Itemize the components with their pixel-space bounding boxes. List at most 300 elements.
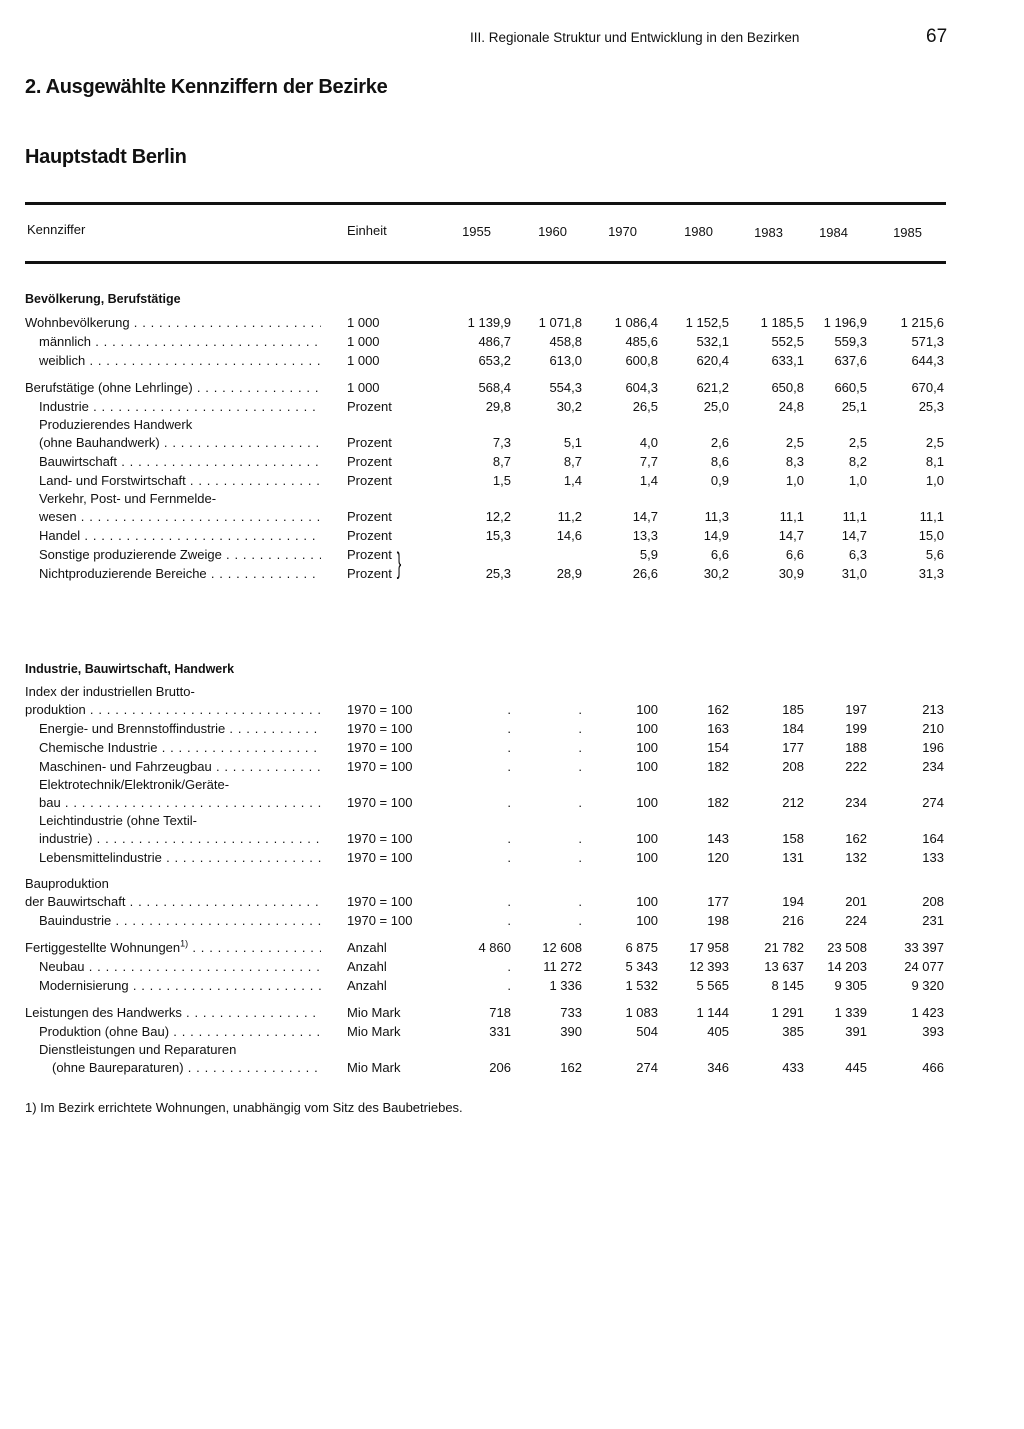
cell-1984: 559,3 <box>834 334 867 349</box>
leader-dots <box>129 978 321 993</box>
cell-1960: 11,2 <box>557 509 582 524</box>
cell-1960: . <box>578 850 582 865</box>
table-row <box>0 911 1024 930</box>
table-row <box>0 829 1024 848</box>
cell-1984: 197 <box>845 702 867 717</box>
table-row <box>0 793 1024 812</box>
leader-dots <box>86 702 321 717</box>
cell-1980: 2,6 <box>710 435 729 450</box>
leader-dots <box>207 566 321 581</box>
row-label-text: Wohnbevölkerung <box>25 315 130 330</box>
row-label <box>25 1003 321 1022</box>
cell-1970: 6 875 <box>625 940 658 955</box>
row-label-text: männlich <box>39 334 92 349</box>
cell-1970: 100 <box>636 831 658 846</box>
header-year-1970: 1970 <box>608 224 637 239</box>
cell-1983: 212 <box>782 795 804 810</box>
cell-1955: . <box>507 913 511 928</box>
row-label-text: bau <box>39 795 61 810</box>
row-label-text: Maschinen- und Fahrzeugbau <box>39 759 212 774</box>
section-heading <box>0 655 1024 683</box>
cell-1983: 14,7 <box>778 528 804 543</box>
leader-dots <box>162 850 321 865</box>
cell-1980: 1 144 <box>696 1005 729 1020</box>
cell-1984: 132 <box>845 850 867 865</box>
cell-1960: 14,6 <box>556 528 582 543</box>
table-row <box>0 351 1024 370</box>
cell-1984: 391 <box>845 1024 867 1039</box>
cell-1970: 5 343 <box>625 959 658 974</box>
row-unit: 1970 = 100 <box>347 913 413 928</box>
cell-1980: 143 <box>707 831 729 846</box>
row-label <box>25 700 321 719</box>
leader-dots <box>80 528 321 543</box>
cell-1984: 11,1 <box>842 509 867 524</box>
header-year-1980: 1980 <box>684 224 713 239</box>
row-label-text: Nichtproduzierende Bereiche <box>39 566 207 581</box>
cell-1980: 198 <box>707 913 729 928</box>
cell-1980: 5 565 <box>696 978 729 993</box>
leader-dots <box>85 353 321 368</box>
leader-dots <box>212 759 321 774</box>
cell-1970: 604,3 <box>625 380 658 395</box>
cell-1970: 1 532 <box>625 978 658 993</box>
table-row <box>0 938 1024 957</box>
cell-1960: 1 071,8 <box>538 315 582 330</box>
row-label <box>25 313 321 332</box>
table-row-label-line <box>0 416 1024 433</box>
cell-1985: 231 <box>922 913 944 928</box>
table-top-rule <box>25 202 946 205</box>
cell-1985: 11,1 <box>919 509 944 524</box>
row-label <box>39 976 321 995</box>
cell-1985: 33 397 <box>904 940 944 955</box>
row-unit: 1970 = 100 <box>347 831 413 846</box>
cell-1983: 6,6 <box>785 547 804 562</box>
leader-dots <box>125 894 321 909</box>
leader-dots <box>89 399 321 414</box>
cell-1980: 162 <box>707 702 729 717</box>
cell-1960: . <box>578 894 582 909</box>
leader-dots <box>91 334 321 349</box>
cell-1960: 12 608 <box>542 940 582 955</box>
row-label <box>39 738 321 757</box>
table-row <box>0 892 1024 911</box>
cell-1983: 30,9 <box>778 566 804 581</box>
row-label <box>39 351 321 370</box>
row-label: Bauproduktion <box>25 876 109 891</box>
row-label-text: Energie- und Brennstoffindustrie <box>39 721 226 736</box>
leader-dots <box>85 959 321 974</box>
table-row-label-line <box>0 875 1024 892</box>
cell-1970: 26,6 <box>632 566 658 581</box>
row-label <box>39 793 321 812</box>
cell-1970: 100 <box>636 913 658 928</box>
cell-1985: 466 <box>922 1060 944 1075</box>
header-year-1983: 1983 <box>754 225 783 240</box>
header-einheit: Einheit <box>347 223 387 238</box>
cell-1984: 234 <box>845 795 867 810</box>
row-label-text: Industrie <box>39 399 89 414</box>
cell-1985: 9 320 <box>911 978 944 993</box>
cell-1980: 30,2 <box>703 566 729 581</box>
cell-1984: 1 339 <box>834 1005 867 1020</box>
cell-1983: 633,1 <box>771 353 804 368</box>
cell-1960: 30,2 <box>556 399 582 414</box>
cell-1970: 504 <box>636 1024 658 1039</box>
cell-1960: . <box>578 759 582 774</box>
cell-1983: 21 782 <box>764 940 804 955</box>
leader-dots <box>169 1024 321 1039</box>
cell-1983: 650,8 <box>771 380 804 395</box>
table-row <box>0 397 1024 416</box>
cell-1984: 6,3 <box>848 547 867 562</box>
cell-1983: 13 637 <box>764 959 804 974</box>
cell-1980: 154 <box>707 740 729 755</box>
cell-1984: 31,0 <box>841 566 867 581</box>
cell-1955: 29,8 <box>485 399 511 414</box>
cell-1984: 201 <box>845 894 867 909</box>
table-row <box>0 719 1024 738</box>
row-label <box>25 378 321 397</box>
section-title: 2. Ausgewählte Kennziffern der Bezirke <box>25 76 388 98</box>
leader-dots <box>160 435 321 450</box>
cell-1970: 600,8 <box>625 353 658 368</box>
header-year-1985: 1985 <box>893 225 922 240</box>
cell-1970: 14,7 <box>632 509 658 524</box>
grouping-brace: } <box>396 547 402 580</box>
row-unit: Prozent <box>347 566 392 581</box>
cell-1984: 637,6 <box>834 353 867 368</box>
cell-1960: 733 <box>560 1005 582 1020</box>
row-unit: Prozent <box>347 454 392 469</box>
cell-1970: 100 <box>636 759 658 774</box>
cell-1955: . <box>507 702 511 717</box>
cell-1955: . <box>507 959 511 974</box>
cell-1985: 644,3 <box>911 353 944 368</box>
cell-1980: 25,0 <box>703 399 729 414</box>
cell-1984: 9 305 <box>834 978 867 993</box>
row-label-text: Leistungen des Handwerks <box>25 1005 182 1020</box>
cell-1960: . <box>578 913 582 928</box>
row-label: Elektrotechnik/Elektronik/Geräte- <box>39 777 230 792</box>
cell-1985: 274 <box>922 795 944 810</box>
row-unit: 1970 = 100 <box>347 894 413 909</box>
cell-1983: 8 145 <box>771 978 804 993</box>
row-label-text: wesen <box>39 509 77 524</box>
cell-1983: 177 <box>782 740 804 755</box>
cell-1980: 621,2 <box>696 380 729 395</box>
footnote-mark: 1) <box>180 938 189 949</box>
cell-1960: 1,4 <box>563 473 582 488</box>
cell-1983: 184 <box>782 721 804 736</box>
cell-1983: 216 <box>782 913 804 928</box>
row-unit: 1970 = 100 <box>347 740 413 755</box>
row-label <box>39 545 321 564</box>
cell-1970: 1 083 <box>625 1005 658 1020</box>
row-label-text: Lebensmittelindustrie <box>39 850 162 865</box>
table-row <box>0 378 1024 397</box>
leader-dots <box>61 795 321 810</box>
table-row-label-line <box>0 812 1024 829</box>
row-label <box>39 911 321 930</box>
cell-1955: . <box>507 850 511 865</box>
header-kennziffer: Kennziffer <box>27 222 86 237</box>
cell-1985: 5,6 <box>925 547 944 562</box>
cell-1970: 13,3 <box>632 528 658 543</box>
cell-1985: 15,0 <box>918 528 944 543</box>
table-header-rule <box>25 261 946 264</box>
leader-dots <box>188 940 321 955</box>
cell-1980: 405 <box>707 1024 729 1039</box>
cell-1984: 14,7 <box>841 528 867 543</box>
table-row <box>0 313 1024 332</box>
cell-1980: 182 <box>707 795 729 810</box>
header-year-1960: 1960 <box>538 224 567 239</box>
row-label <box>39 452 321 471</box>
row-label: Dienstleistungen und Reparaturen <box>39 1042 237 1057</box>
cell-1970: 100 <box>636 702 658 717</box>
cell-1970: 485,6 <box>625 334 658 349</box>
cell-1955: . <box>507 894 511 909</box>
cell-1985: 213 <box>922 702 944 717</box>
section-heading <box>0 285 1024 313</box>
cell-1985: 210 <box>922 721 944 736</box>
row-label: Verkehr, Post- und Fernmelde- <box>39 491 217 506</box>
row-label <box>39 526 321 545</box>
cell-1983: 11,1 <box>779 509 804 524</box>
row-unit: 1970 = 100 <box>347 702 413 717</box>
cell-1980: 0,9 <box>710 473 729 488</box>
cell-1985: 25,3 <box>918 399 944 414</box>
header-year-1984: 1984 <box>819 225 848 240</box>
cell-1985: 1 423 <box>911 1005 944 1020</box>
cell-1955: 486,7 <box>478 334 511 349</box>
row-label-text: Berufstätige (ohne Lehrlinge) <box>25 380 193 395</box>
cell-1984: 222 <box>845 759 867 774</box>
running-head: III. Regionale Struktur und Entwicklung in den Bezirken <box>470 30 800 45</box>
district-title: Hauptstadt Berlin <box>25 146 187 168</box>
cell-1985: 208 <box>922 894 944 909</box>
page-number: 67 <box>926 26 948 47</box>
cell-1970: 1,4 <box>639 473 658 488</box>
cell-1980: 620,4 <box>696 353 729 368</box>
table-row <box>0 957 1024 976</box>
row-label-text: Fertiggestellte Wohnungen <box>25 940 181 955</box>
cell-1955: 12,2 <box>485 509 511 524</box>
cell-1960: 613,0 <box>549 353 582 368</box>
cell-1955: 331 <box>489 1024 511 1039</box>
row-label <box>39 433 321 452</box>
header-year-1955: 1955 <box>462 224 491 239</box>
table-row <box>0 1022 1024 1041</box>
row-label-text: Chemische Industrie <box>39 740 158 755</box>
cell-1984: 224 <box>845 913 867 928</box>
row-unit: Mio Mark <box>347 1024 401 1039</box>
row-label-text: Land- und Forstwirtschaft <box>39 473 186 488</box>
cell-1980: 182 <box>707 759 729 774</box>
cell-1983: 8,3 <box>785 454 804 469</box>
cell-1983: 158 <box>782 831 804 846</box>
cell-1960: . <box>578 702 582 717</box>
row-unit: Prozent <box>347 399 392 414</box>
cell-1955: . <box>507 740 511 755</box>
cell-1985: 2,5 <box>925 435 944 450</box>
table-row <box>0 1003 1024 1022</box>
cell-1980: 6,6 <box>710 547 729 562</box>
row-unit: 1970 = 100 <box>347 850 413 865</box>
row-label <box>39 848 321 867</box>
cell-1983: 194 <box>782 894 804 909</box>
table-row-label-line <box>0 776 1024 793</box>
cell-1955: 568,4 <box>478 380 511 395</box>
row-label: Produzierendes Handwerk <box>39 417 193 432</box>
table-row <box>0 526 1024 545</box>
row-unit: Anzahl <box>347 959 387 974</box>
row-label <box>39 564 321 583</box>
table-row <box>0 471 1024 490</box>
cell-1984: 8,2 <box>848 454 867 469</box>
row-label-text: Sonstige produzierende Zweige <box>39 547 222 562</box>
row-unit: Anzahl <box>347 940 387 955</box>
cell-1955: 718 <box>489 1005 511 1020</box>
cell-1985: 31,3 <box>918 566 944 581</box>
cell-1984: 25,1 <box>841 399 867 414</box>
row-label <box>39 1022 321 1041</box>
cell-1955: . <box>507 795 511 810</box>
table-row <box>0 757 1024 776</box>
cell-1970: 100 <box>636 721 658 736</box>
cell-1985: 393 <box>922 1024 944 1039</box>
row-label <box>39 471 321 490</box>
cell-1960: 28,9 <box>556 566 582 581</box>
row-label: Leichtindustrie (ohne Textil- <box>39 813 198 828</box>
table-row <box>0 332 1024 351</box>
row-unit: 1970 = 100 <box>347 721 413 736</box>
cell-1970: 100 <box>636 850 658 865</box>
cell-1983: 552,5 <box>771 334 804 349</box>
cell-1985: 1 215,6 <box>900 315 944 330</box>
row-label-text: (ohne Baureparaturen) <box>52 1060 184 1075</box>
row-label-text: Bauindustrie <box>39 913 112 928</box>
cell-1980: 346 <box>707 1060 729 1075</box>
cell-1983: 385 <box>782 1024 804 1039</box>
cell-1955: 8,7 <box>492 454 511 469</box>
cell-1980: 12 393 <box>689 959 729 974</box>
row-unit: 1 000 <box>347 315 380 330</box>
cell-1984: 1 196,9 <box>823 315 867 330</box>
cell-1985: 1,0 <box>925 473 944 488</box>
cell-1960: . <box>578 721 582 736</box>
cell-1984: 188 <box>845 740 867 755</box>
cell-1955: . <box>507 978 511 993</box>
cell-1955: . <box>507 759 511 774</box>
cell-1983: 131 <box>782 850 804 865</box>
cell-1955: 7,3 <box>492 435 511 450</box>
leader-dots <box>225 721 321 736</box>
footnote: 1) Im Bezirk errichtete Wohnungen, unabhängig vom Sitz des Baubetriebes. <box>25 1100 463 1115</box>
row-unit: 1 000 <box>347 334 380 349</box>
row-unit: Prozent <box>347 547 392 562</box>
cell-1960: 5,1 <box>563 435 582 450</box>
table-row-label-line <box>0 1041 1024 1058</box>
section-heading-label: Bevölkerung, Berufstätige <box>25 292 181 306</box>
cell-1983: 1,0 <box>785 473 804 488</box>
table-row <box>0 564 1024 583</box>
cell-1983: 208 <box>782 759 804 774</box>
table-row <box>0 700 1024 719</box>
row-unit: 1970 = 100 <box>347 759 413 774</box>
leader-dots <box>186 473 321 488</box>
table-row <box>0 433 1024 452</box>
cell-1955: . <box>507 721 511 736</box>
cell-1970: 274 <box>636 1060 658 1075</box>
cell-1960: 8,7 <box>563 454 582 469</box>
row-label <box>25 938 321 957</box>
row-label-text: (ohne Bauhandwerk) <box>39 435 160 450</box>
table-body <box>0 285 1024 1077</box>
table-row <box>0 848 1024 867</box>
row-label <box>39 829 321 848</box>
cell-1984: 1,0 <box>848 473 867 488</box>
cell-1980: 1 152,5 <box>685 315 729 330</box>
row-label-text: Neubau <box>39 959 85 974</box>
cell-1983: 1 185,5 <box>760 315 804 330</box>
table-header <box>0 218 1024 248</box>
table-row <box>0 738 1024 757</box>
row-label-text: weiblich <box>39 353 86 368</box>
row-label-text: Bauwirtschaft <box>39 454 118 469</box>
row-label <box>25 892 321 911</box>
table-row <box>0 507 1024 526</box>
cell-1985: 24 077 <box>904 959 944 974</box>
leader-dots <box>92 831 321 846</box>
cell-1960: . <box>578 740 582 755</box>
cell-1983: 1 291 <box>771 1005 804 1020</box>
cell-1955: 1 139,9 <box>467 315 511 330</box>
row-unit: Prozent <box>347 435 392 450</box>
row-label-text: produktion <box>25 702 86 717</box>
cell-1955: 15,3 <box>485 528 511 543</box>
leader-dots <box>182 1005 321 1020</box>
cell-1960: . <box>578 831 582 846</box>
row-label <box>39 719 321 738</box>
row-unit: Prozent <box>347 528 392 543</box>
cell-1985: 133 <box>922 850 944 865</box>
section-heading-label: Industrie, Bauwirtschaft, Handwerk <box>25 662 235 676</box>
cell-1960: . <box>578 795 582 810</box>
cell-1983: 433 <box>782 1060 804 1075</box>
cell-1970: 100 <box>636 894 658 909</box>
row-unit: Anzahl <box>347 978 387 993</box>
row-label: Index der industriellen Brutto- <box>25 684 195 699</box>
cell-1980: 177 <box>707 894 729 909</box>
cell-1980: 163 <box>707 721 729 736</box>
leader-dots <box>117 454 321 469</box>
cell-1970: 100 <box>636 740 658 755</box>
cell-1980: 120 <box>707 850 729 865</box>
row-unit: Prozent <box>347 509 392 524</box>
cell-1955: 25,3 <box>485 566 511 581</box>
row-label <box>52 1058 321 1077</box>
row-label <box>39 332 321 351</box>
cell-1960: 162 <box>560 1060 582 1075</box>
row-label <box>39 957 321 976</box>
cell-1960: 390 <box>560 1024 582 1039</box>
cell-1955: 1,5 <box>492 473 511 488</box>
cell-1980: 8,6 <box>710 454 729 469</box>
cell-1984: 2,5 <box>848 435 867 450</box>
